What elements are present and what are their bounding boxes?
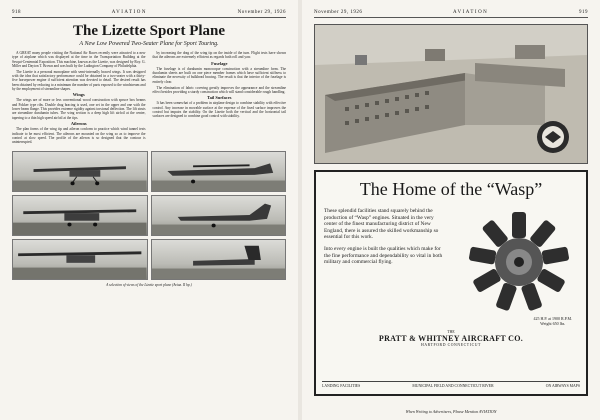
- ad-footer-left: LANDING FACILITIES: [322, 384, 361, 388]
- photo-plane-wing: [12, 239, 148, 280]
- wasp-engine-image: [460, 210, 578, 314]
- company-city: HARTFORD CONNECTICUT: [421, 343, 481, 347]
- paragraph: It has been somewhat of a problem in airplane design to combine stability with effective control. Any increase in movable surface at the expense of the fixed surface improves the control but impairs the stability. On the Lizette both the vertical and the horizontal tail surfaces are designed to combine good control with stability.: [152, 101, 286, 119]
- photo-plane-ground: [12, 195, 148, 236]
- ad-paragraph: Into every engine is built the qualities which make for the fine performance and dependability so vital in both military and commercial flying.: [324, 245, 443, 266]
- page-number-left: 918: [12, 10, 21, 15]
- photo-plane-side: [151, 151, 287, 192]
- ad-body: [324, 208, 448, 271]
- running-title-right: AVIATION: [453, 10, 489, 15]
- photo-plane-tail: [151, 239, 287, 280]
- paragraph: by increasing the drag of the wing tip on the inside of the turn. Flight tests have shown that the ailerons are extremely efficient as regards both roll and yaw.: [152, 51, 286, 60]
- engine-power: 425 H.P. at 1900 R.P.M.: [533, 316, 572, 321]
- section-heading-tail-surfaces: Tail Surfaces: [207, 95, 232, 101]
- date-right: November 29, 1926: [314, 10, 363, 15]
- company-block: [316, 330, 586, 347]
- paragraph: The Lizette is a personal monoplane with semi-internally braced wings. It was designed with the idea that satisfactory performance could be obtained in a two-seater with a thirty-five horsepower engine if sufficient attention was devoted to detail. The desired result has been obtained by reducing to a minimum the number of parts exposed to the windstream and by the employment of streamline shapes.: [12, 69, 146, 91]
- ad-footer: [322, 381, 580, 388]
- factory-illustration: [314, 24, 588, 164]
- paragraph: The fuselage is of duralumin monocoque construction with a streamline form. The duralumin sheets are built on one piece member frames which have sufficient stiffness to eliminate the necessity of bulkhead bracing. The result is that the interior of the fuselage is entirely clear.: [152, 66, 286, 84]
- paragraph: The plan forms of the wing tip and aileron conform to practice which wind tunnel tests indicate to be most efficient. The ailerons are mounted on the wing so as to improve the control at slow speed. The profile of the aileron is so designed that the contour is uninterrupted.: [12, 127, 146, 145]
- advertiser-note: When Writing to Advertisers, Please Mention AVIATION: [405, 409, 497, 414]
- section-heading-ailerons: Ailerons: [70, 120, 87, 126]
- photo-grid: [12, 151, 286, 280]
- ad-footer-center: MUNICIPAL FIELD AND CONNECTICUT RIVER: [412, 384, 494, 388]
- ad-paragraph: These splendid facilities stand squarely behind the production of “Wasp” engines. Situated in the very center of the finest manufacturing district of New England, there is assured the skilled workmanship so essential for this work.: [324, 208, 439, 241]
- date-left: November 29, 1926: [237, 10, 286, 15]
- engine-weight: Weight 650 lbs.: [540, 321, 566, 326]
- paragraph: The wings are of more or less conventional wood construction with spruce box beams and Fokker type ribs. Double drag bracing is used, one set in the upper and one with the lower beam flange. This provides extreme rigidity against torsional deflection. The lift struts are streamline duralumin tubes. The wing section is a deep high lift airfoil at the center, tapering to a thin high speed airfoil at the tips.: [12, 98, 146, 120]
- engine-specs: [533, 316, 572, 326]
- intro-paragraph: A GREAT many people visiting the National Air Races recently were attracted to a new type of airplane which was displayed at the time in the Transportation Building at the Sesqui-Centennial Exposition. This machine, known as the Lizette, was designed by Roy. G. Miller and Dayton T. Brown and was built by the Ludington Company of Philadelphia.: [12, 51, 146, 68]
- pratt-whitney-advertisement: [314, 170, 588, 396]
- left-page-header: [12, 10, 286, 18]
- page-number-right: 919: [578, 10, 588, 15]
- right-page-header: [314, 10, 588, 18]
- right-page: [302, 0, 600, 420]
- ad-footer-right: ON AIRWAYS MAPS: [545, 384, 580, 388]
- paragraph: The elimination of fabric covering greatly improves the appearance and the streamline effect besides providing a sturdy construction which will stand considerable rough handling.: [152, 85, 286, 94]
- article-column-2: [153, 51, 287, 146]
- running-title-left: AVIATION: [111, 10, 147, 15]
- article-column-1: [12, 51, 146, 146]
- photo-plane-front: [12, 151, 148, 192]
- left-page: [0, 0, 298, 420]
- photo-plane-rear: [151, 195, 287, 236]
- section-heading-fuselage: Fuselage: [211, 60, 228, 66]
- section-heading-wings: Wings: [72, 92, 85, 98]
- photo-caption: A selection of views of the Lizette sport plane (Aviaz. II hp.): [106, 282, 192, 287]
- company-name: PRATT & WHITNEY AIRCRAFT CO.: [378, 334, 524, 343]
- company-the: THE: [447, 330, 455, 334]
- ad-title: The Home of the “Wasp”: [359, 179, 543, 199]
- article-subtitle: A New Low Powered Two-Seater Plane for Sport Touring.: [79, 41, 219, 47]
- article-title: The Lizette Sport Plane: [72, 23, 226, 39]
- article-columns: [12, 51, 286, 146]
